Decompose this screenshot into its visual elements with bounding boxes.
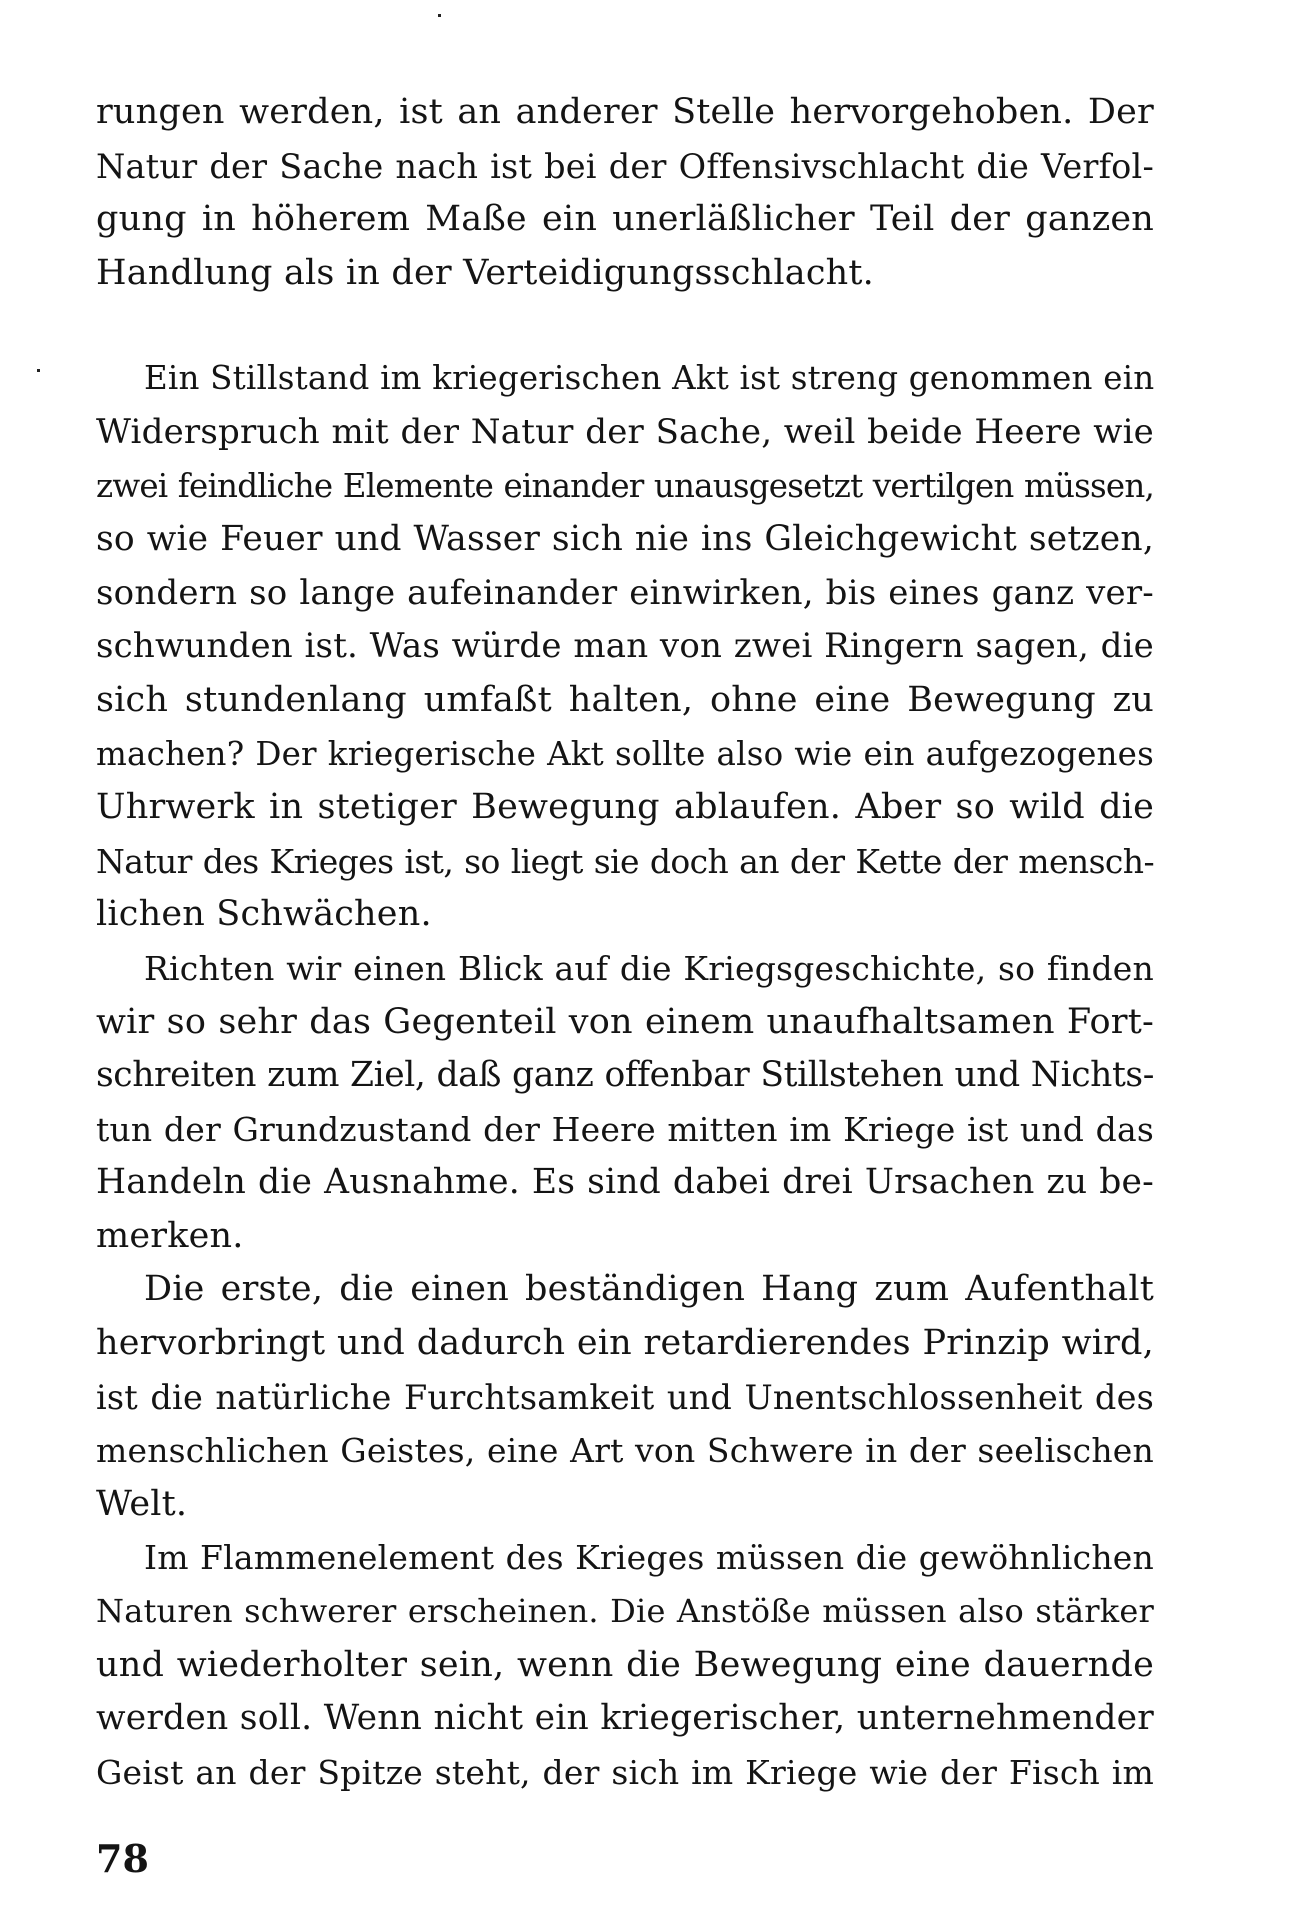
text-line: Im Flammenelement des Krieges müssen die gewöhnlichen bbox=[144, 1538, 1154, 1578]
text-line: und wiederholter sein, wenn die Bewegung eine dauernde bbox=[96, 1644, 1154, 1685]
text-line: rungen werden, ist an anderer Stelle hervorgehoben. Der bbox=[96, 92, 1154, 132]
text-line: Geist an der Spitze steht, der sich im Kriege wie der Fisch im bbox=[96, 1752, 1154, 1792]
text-line: Handlung als in der Verteidigungsschlacht. bbox=[96, 252, 874, 293]
text-line: lichen Schwächen. bbox=[96, 894, 432, 935]
text-line: Richten wir einen Blick auf die Kriegsgeschichte, so finden bbox=[144, 948, 1154, 988]
paragraph-gap bbox=[96, 300, 1154, 352]
page-number: 78 bbox=[96, 1836, 149, 1881]
text-line: Ein Stillstand im kriegerischen Akt ist streng genommen ein bbox=[144, 359, 1154, 398]
text-line: schwunden ist. Was würde man von zwei Ringern sagen, die bbox=[96, 626, 1154, 667]
text-line: merken. bbox=[96, 1215, 244, 1256]
stray-ink-mark-left bbox=[37, 369, 40, 372]
text-line: machen? Der kriegerische Akt sollte also wie ein aufgezogenes bbox=[96, 734, 1154, 773]
text-line: ist die natürliche Furchtsamkeit und Unentschlossenheit des bbox=[96, 1377, 1154, 1417]
text-line: sondern so lange aufeinander einwirken, bis eines ganz ver- bbox=[96, 572, 1154, 613]
text-line: hervorbringt und dadurch ein retardierendes Prinzip wird, bbox=[96, 1323, 1154, 1364]
text-line: so wie Feuer und Wasser sich nie ins Gleichgewicht setzen, bbox=[96, 519, 1154, 560]
text-line: sich stundenlang umfaßt halten, ohne eine Bewegung zu bbox=[96, 679, 1154, 720]
stray-ink-mark-top bbox=[438, 14, 441, 17]
text-line: Widerspruch mit der Natur der Sache, weil beide Heere wie bbox=[96, 411, 1154, 452]
text-line: Die erste, die einen beständigen Hang zum Aufenthalt bbox=[144, 1269, 1154, 1310]
text-line: Handeln die Ausnahme. Es sind dabei drei Ursachen zu be- bbox=[96, 1162, 1154, 1203]
text-line: Naturen schwerer erscheinen. Die Anstöße müssen also stärker bbox=[96, 1592, 1154, 1631]
text-line: zwei feindliche Elemente einander unausgesetzt vertilgen müssen, bbox=[96, 466, 1154, 505]
text-line: tun der Grundzustand der Heere mitten im Kriege ist und das bbox=[96, 1109, 1154, 1149]
text-line: werden soll. Wenn nicht ein kriegerischer, unternehmender bbox=[96, 1698, 1154, 1739]
text-line: wir so sehr das Gegenteil von einem unaufhaltsamen Fort- bbox=[96, 1001, 1154, 1042]
text-line: Natur der Sache nach ist bei der Offensivschlacht die Verfol- bbox=[96, 146, 1154, 186]
text-line: gung in höherem Maße ein unerläßlicher Teil der ganzen bbox=[96, 199, 1154, 240]
text-line: schreiten zum Ziel, daß ganz offenbar Stillstehen und Nichts- bbox=[96, 1055, 1154, 1096]
text-line: Natur des Krieges ist, so liegt sie doch an der Kette der mensch- bbox=[96, 841, 1154, 881]
body-text bbox=[96, 86, 1154, 1799]
text-line: Uhrwerk in stetiger Bewegung ablaufen. Aber so wild die bbox=[96, 787, 1154, 828]
text-line: menschlichen Geistes, eine Art von Schwere in der seelischen bbox=[96, 1431, 1154, 1471]
text-line: Welt. bbox=[96, 1483, 188, 1524]
